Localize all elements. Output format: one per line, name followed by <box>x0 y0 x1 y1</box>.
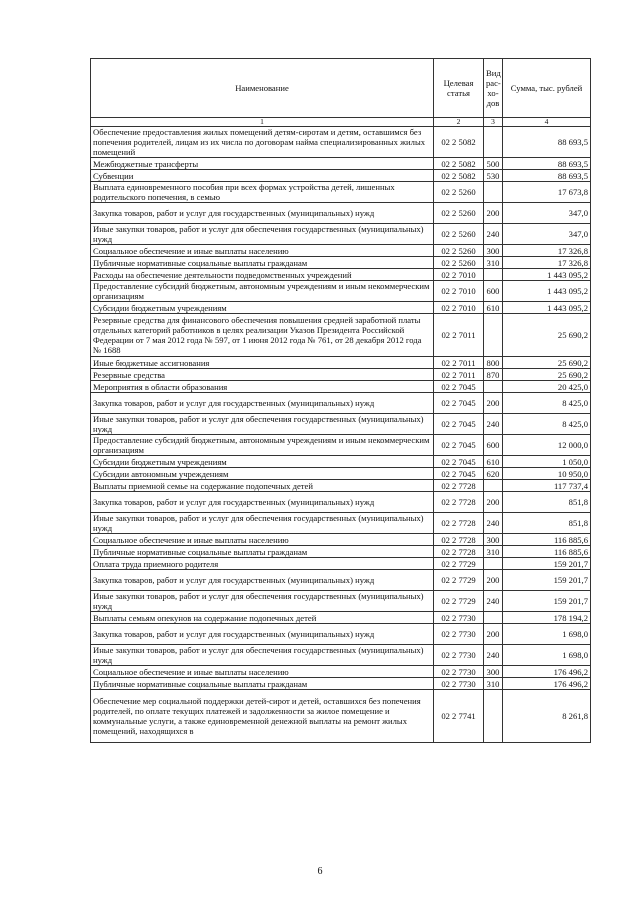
table-row <box>91 456 591 468</box>
cell-type <box>484 182 503 203</box>
cell-name: Иные закупки товаров, работ и услуг для обеспечения государственных (муниципальных) нужд <box>91 513 434 534</box>
cell-code: 02 2 7011 <box>434 314 484 357</box>
table-row <box>91 480 591 492</box>
cell-type: 310 <box>484 546 503 558</box>
cell-type: 300 <box>484 245 503 257</box>
cell-type: 600 <box>484 281 503 302</box>
cell-code: 02 2 7010 <box>434 302 484 314</box>
table-row <box>91 468 591 480</box>
cell-type: 800 <box>484 357 503 369</box>
table-row <box>91 170 591 182</box>
table-row <box>91 513 591 534</box>
cell-sum: 176 496,2 <box>503 666 591 678</box>
table-row <box>91 414 591 435</box>
cell-type: 600 <box>484 435 503 456</box>
cell-name: Социальное обеспечение и иные выплаты населению <box>91 534 434 546</box>
cell-type: 610 <box>484 456 503 468</box>
cell-name: Мероприятия в области образования <box>91 381 434 393</box>
cell-type <box>484 690 503 743</box>
cell-sum: 1 443 095,2 <box>503 269 591 281</box>
cell-code: 02 2 5082 <box>434 158 484 170</box>
cell-code: 02 2 7730 <box>434 666 484 678</box>
table-row <box>91 257 591 269</box>
cell-name: Резервные средства <box>91 369 434 381</box>
cell-type <box>484 381 503 393</box>
cell-code: 02 2 7729 <box>434 570 484 591</box>
cell-type: 310 <box>484 678 503 690</box>
cell-code: 02 2 7730 <box>434 624 484 645</box>
cell-sum: 10 950,0 <box>503 468 591 480</box>
cell-sum: 25 690,2 <box>503 314 591 357</box>
cell-name: Субсидии бюджетным учреждениям <box>91 302 434 314</box>
table-row <box>91 381 591 393</box>
cell-sum: 159 201,7 <box>503 570 591 591</box>
cell-type: 870 <box>484 369 503 381</box>
cell-name: Расходы на обеспечение деятельности подведомственных учреждений <box>91 269 434 281</box>
table-row <box>91 591 591 612</box>
cell-code: 02 2 7045 <box>434 468 484 480</box>
cell-sum: 178 194,2 <box>503 612 591 624</box>
table-row <box>91 645 591 666</box>
cell-name: Социальное обеспечение и иные выплаты населению <box>91 245 434 257</box>
cell-code: 02 2 7045 <box>434 393 484 414</box>
table-header-row <box>91 59 591 118</box>
table-row <box>91 393 591 414</box>
cell-type: 240 <box>484 414 503 435</box>
cell-type <box>484 480 503 492</box>
cell-code: 02 2 5082 <box>434 127 484 158</box>
table-row <box>91 624 591 645</box>
cell-code: 02 2 5260 <box>434 203 484 224</box>
cell-code: 02 2 7045 <box>434 435 484 456</box>
cell-type: 200 <box>484 570 503 591</box>
table-row <box>91 369 591 381</box>
cell-code: 02 2 5260 <box>434 182 484 203</box>
cell-name: Иные закупки товаров, работ и услуг для обеспечения государственных (муниципальных) нужд <box>91 645 434 666</box>
cell-name: Закупка товаров, работ и услуг для государственных (муниципальных) нужд <box>91 624 434 645</box>
table-row <box>91 158 591 170</box>
table-row <box>91 182 591 203</box>
page-number: 6 <box>317 866 323 877</box>
cell-sum: 159 201,7 <box>503 558 591 570</box>
cell-code: 02 2 7728 <box>434 513 484 534</box>
cell-sum: 117 737,4 <box>503 480 591 492</box>
cell-name: Обеспечение мер социальной поддержки детей-сирот и детей, оставшихся без попечения родителей, по оплате текущих платежей и задолженности за жилое помещение и коммунальные услуги, а также единовременной денежной выплаты на ремонт жилых помещений, находящихся в <box>91 690 434 743</box>
cell-sum: 1 443 095,2 <box>503 302 591 314</box>
cell-sum: 347,0 <box>503 224 591 245</box>
cell-name: Иные бюджетные ассигнования <box>91 357 434 369</box>
cell-code: 02 2 7728 <box>434 534 484 546</box>
cell-name: Выплата единовременного пособия при всех формах устройства детей, лишенных родительского попечения, в семью <box>91 182 434 203</box>
cell-type: 240 <box>484 513 503 534</box>
cell-code: 02 2 7728 <box>434 480 484 492</box>
cell-sum: 25 690,2 <box>503 357 591 369</box>
cell-type: 200 <box>484 203 503 224</box>
cell-type <box>484 127 503 158</box>
cell-name: Закупка товаров, работ и услуг для государственных (муниципальных) нужд <box>91 393 434 414</box>
cell-type: 240 <box>484 645 503 666</box>
cell-code: 02 2 7730 <box>434 678 484 690</box>
cell-sum: 851,8 <box>503 492 591 513</box>
cell-sum: 347,0 <box>503 203 591 224</box>
table-row <box>91 558 591 570</box>
cell-name: Предоставление субсидий бюджетным, автономным учреждениям и иным некоммерческим организациям <box>91 281 434 302</box>
cell-sum: 8 425,0 <box>503 393 591 414</box>
cell-name: Иные закупки товаров, работ и услуг для обеспечения государственных (муниципальных) нужд <box>91 591 434 612</box>
cell-name: Публичные нормативные социальные выплаты гражданам <box>91 678 434 690</box>
cell-name: Выплаты семьям опекунов на содержание подопечных детей <box>91 612 434 624</box>
table-row <box>91 546 591 558</box>
table-row <box>91 281 591 302</box>
cell-name: Публичные нормативные социальные выплаты гражданам <box>91 546 434 558</box>
cell-code: 02 2 7729 <box>434 558 484 570</box>
table-row <box>91 314 591 357</box>
cell-name: Социальное обеспечение и иные выплаты населению <box>91 666 434 678</box>
cell-sum: 88 693,5 <box>503 127 591 158</box>
table-row <box>91 570 591 591</box>
column-number: 3 <box>484 118 503 127</box>
cell-type: 610 <box>484 302 503 314</box>
cell-code: 02 2 7728 <box>434 546 484 558</box>
cell-code: 02 2 7011 <box>434 369 484 381</box>
cell-sum: 1 698,0 <box>503 645 591 666</box>
table-row <box>91 245 591 257</box>
cell-name: Субсидии бюджетным учреждениям <box>91 456 434 468</box>
cell-code: 02 2 5260 <box>434 224 484 245</box>
cell-sum: 12 000,0 <box>503 435 591 456</box>
cell-sum: 8 261,8 <box>503 690 591 743</box>
cell-name: Закупка товаров, работ и услуг для государственных (муниципальных) нужд <box>91 492 434 513</box>
cell-sum: 17 326,8 <box>503 245 591 257</box>
table-row <box>91 666 591 678</box>
cell-code: 02 2 7741 <box>434 690 484 743</box>
cell-code: 02 2 7045 <box>434 414 484 435</box>
cell-name: Закупка товаров, работ и услуг для государственных (муниципальных) нужд <box>91 203 434 224</box>
cell-name: Резервные средства для финансового обеспечения повышения средней заработной платы отдельных категорий работников в целях реализации Указов Президента Российской Федерации от 7 мая 2012 года № 597, от 1 июня 2012 года № 761, от 28 декабря 2012 года № 1688 <box>91 314 434 357</box>
cell-type: 310 <box>484 257 503 269</box>
cell-name: Закупка товаров, работ и услуг для государственных (муниципальных) нужд <box>91 570 434 591</box>
header-sum: Сумма, тыс. рублей <box>503 59 591 118</box>
cell-sum: 17 326,8 <box>503 257 591 269</box>
cell-code: 02 2 5260 <box>434 257 484 269</box>
cell-code: 02 2 7010 <box>434 269 484 281</box>
cell-sum: 17 673,8 <box>503 182 591 203</box>
cell-type: 530 <box>484 170 503 182</box>
cell-code: 02 2 5260 <box>434 245 484 257</box>
table-row <box>91 690 591 743</box>
cell-type: 240 <box>484 224 503 245</box>
cell-sum: 1 443 095,2 <box>503 281 591 302</box>
cell-type: 300 <box>484 666 503 678</box>
cell-name: Иные закупки товаров, работ и услуг для обеспечения государственных (муниципальных) нужд <box>91 224 434 245</box>
cell-sum: 88 693,5 <box>503 170 591 182</box>
cell-sum: 8 425,0 <box>503 414 591 435</box>
cell-type <box>484 269 503 281</box>
cell-sum: 116 885,6 <box>503 534 591 546</box>
table-row <box>91 203 591 224</box>
cell-type: 200 <box>484 492 503 513</box>
cell-code: 02 2 7011 <box>434 357 484 369</box>
header-code: Целевая статья <box>434 59 484 118</box>
cell-name: Предоставление субсидий бюджетным, автономным учреждениям и иным некоммерческим организациям <box>91 435 434 456</box>
table-body <box>91 127 591 743</box>
cell-name: Субвенции <box>91 170 434 182</box>
cell-code: 02 2 7730 <box>434 612 484 624</box>
cell-code: 02 2 7010 <box>434 281 484 302</box>
table-row <box>91 357 591 369</box>
column-number: 4 <box>503 118 591 127</box>
cell-name: Иные закупки товаров, работ и услуг для обеспечения государственных (муниципальных) нужд <box>91 414 434 435</box>
cell-type: 300 <box>484 534 503 546</box>
cell-code: 02 2 7728 <box>434 492 484 513</box>
cell-sum: 116 885,6 <box>503 546 591 558</box>
cell-sum: 159 201,7 <box>503 591 591 612</box>
column-numbers-row <box>91 118 591 127</box>
table-row <box>91 612 591 624</box>
cell-sum: 851,8 <box>503 513 591 534</box>
table-row <box>91 302 591 314</box>
cell-name: Оплата труда приемного родителя <box>91 558 434 570</box>
column-number: 1 <box>91 118 434 127</box>
cell-code: 02 2 7045 <box>434 456 484 468</box>
cell-type <box>484 558 503 570</box>
cell-sum: 1 050,0 <box>503 456 591 468</box>
cell-code: 02 2 7730 <box>434 645 484 666</box>
table-row <box>91 678 591 690</box>
cell-type: 240 <box>484 591 503 612</box>
cell-name: Межбюджетные трансферты <box>91 158 434 170</box>
header-name: Наименование <box>91 59 434 118</box>
cell-sum: 20 425,0 <box>503 381 591 393</box>
cell-sum: 1 698,0 <box>503 624 591 645</box>
table-row <box>91 435 591 456</box>
cell-sum: 176 496,2 <box>503 678 591 690</box>
cell-type: 620 <box>484 468 503 480</box>
budget-table <box>90 58 591 743</box>
cell-type <box>484 314 503 357</box>
cell-type: 500 <box>484 158 503 170</box>
table-row <box>91 224 591 245</box>
cell-name: Выплаты приемной семье на содержание подопечных детей <box>91 480 434 492</box>
table-row <box>91 269 591 281</box>
cell-sum: 25 690,2 <box>503 369 591 381</box>
table-row <box>91 534 591 546</box>
table-row <box>91 127 591 158</box>
cell-code: 02 2 5082 <box>434 170 484 182</box>
cell-name: Публичные нормативные социальные выплаты гражданам <box>91 257 434 269</box>
cell-type: 200 <box>484 393 503 414</box>
cell-code: 02 2 7729 <box>434 591 484 612</box>
document-page <box>90 58 590 743</box>
table-row <box>91 492 591 513</box>
cell-sum: 88 693,5 <box>503 158 591 170</box>
cell-type: 200 <box>484 624 503 645</box>
column-number: 2 <box>434 118 484 127</box>
cell-name: Субсидии автономным учреждениям <box>91 468 434 480</box>
cell-type <box>484 612 503 624</box>
cell-code: 02 2 7045 <box>434 381 484 393</box>
cell-name: Обеспечение предоставления жилых помещений детям-сиротам и детям, оставшимся без попечения родителей, лицам из их числа по договорам найма специализированных жилых помещений <box>91 127 434 158</box>
header-type: Вид рас-хо-дов <box>484 59 503 118</box>
